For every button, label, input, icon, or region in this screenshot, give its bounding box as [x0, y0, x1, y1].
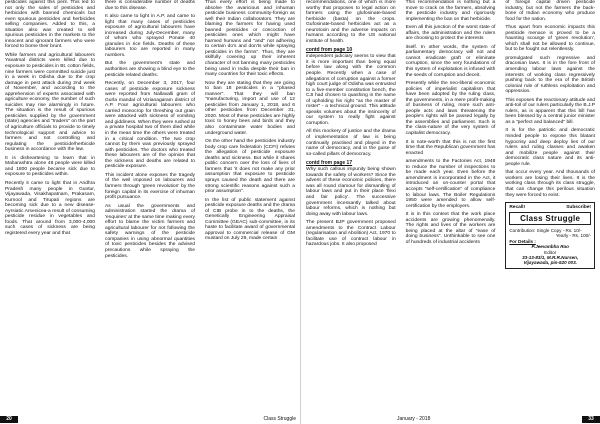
article-paragraph: This incident alone exposes the tragedy of the weil imposed on labourers and farmers through 'green revolution' by the foreign capital in its exercise of inhuman profit pursuance.	[105, 172, 195, 201]
right-columns	[301, 0, 600, 415]
yearly-line: Yearly - Rs. 100/-	[555, 233, 592, 239]
article-paragraph: amendments to the Factories Act, 1948 to reduce the number of inspections to be made each year. Even before the amendment is incorporated in the Act, it introduced an on-counter portal that accepts "self-certification" of compliance to labour laws. The Boiler Regulations 1950 were amended to allow self-certification by the employers.	[405, 159, 496, 209]
article-paragraph: promulgated such regressive and draconian laws. It is in the fore front of amending labour laws against the interests of working class regressively pushing back to the era of the British colonial rule of ruthless exploitation and oppression.	[505, 55, 596, 95]
article-paragraph: Even all this junction of the worst state of affairs, the administration and the rulers are choosing to protect the interests	[405, 25, 496, 42]
article-paragraph: It is in this context that the work place accidents are growing phenomenally. The rights and lives of the workers are being placed at the altar of "ease of doing business". Unthinkable to see one of hundreds of industrial accidents	[405, 212, 496, 245]
article-paragraph: But the government's state and authorities are showing a blind eye to the pesticide related deaths.	[105, 61, 195, 78]
article-paragraph: It is note-worth that this is not the first time that the Republican government has enacted	[405, 139, 496, 156]
article-paragraph: This exposes the reactionary attitude and anti-toil of our rulers particularly the B.J.P rulers, as is apparent that this bill has been blessed by a central junior minister as a "perfect and balanced" bill.	[505, 97, 596, 125]
article-paragraph: It is for the patriotic and democratic minded people to expose this blatant hypocrisy and deep deploy lies of our rulers and ruling classes and awaken and mobilize people against their democratic class nature and its anti-people rule.	[505, 128, 596, 167]
article-paragraph: All this mockery of justice and the drama of implementation of law is being continually practised and played in the name of democracy, and in the guise of so-called pillars of democracy.	[306, 129, 396, 157]
subscribe-label: Subscribe!	[566, 205, 592, 211]
article-paragraph: that occur every year. And thousands of workers are losing their lives. It is the working class through its class struggle, that can change this perilous situation they were forced to exist.	[505, 170, 596, 198]
article-paragraph: Why such callous impunity being shown towards the safety of workers? Since the advent of these economic policies, there was all round clamour for dismantling of labour laws and put in their place 'flexi and fair policy'. The successive government incessantly talked about labour reforms, which is nothing but doing away with labour laws.	[306, 167, 396, 217]
article-paragraph: It also came to light in A.P, and came to light that many cases of pesticides exposure of agricultural labourers have increased during July-December, many of whom who sprayed Ponate 40 granules in rice fields. Deaths of these labourers too are reported in many numbers.	[105, 14, 195, 58]
article-paragraph: This recommendation is nothing but a move to crack on the farmers, absolving the pesticide industry and rigorously implementing the ban on that herbicide.	[405, 0, 496, 22]
editor-role: Editor	[544, 249, 557, 255]
right-column-3-text	[505, 0, 595, 198]
article-paragraph: pesticides against this peril. This led to not only the sales of pesticides and herbicides with banned chemicals but even spurious pesticides and herbicides selling companies. Added to this, a situation also was created to sell spurious pesticides in the markets to the innocent and ignorant farmers who were forced to borne their brunt.	[5, 0, 95, 50]
left-column-1	[0, 0, 100, 415]
left-footer	[0, 415, 300, 424]
right-footer	[301, 415, 600, 424]
article-paragraph: of foreign capital driven pesticide industry, but not the farmers the back-bone of Indian economy who produce food for the nation.	[505, 0, 596, 22]
subscription-box	[505, 202, 595, 269]
article-paragraph: Thus apart from economic impacts this pesticide menace is proved to be a haunting scourge of 'green revolution', which shall not be allowed to continue, but to be fought out relentlessly.	[505, 25, 596, 53]
subscription-box-header	[509, 205, 591, 210]
footer-date: January - 2018	[397, 416, 431, 422]
article-paragraph: It is disheartening to learn that in Maharashtra alone 48 people were killed and 1800 people became sick due to exposure to pesticides within.	[5, 155, 95, 178]
left-column-3	[200, 0, 300, 415]
editor-address: 33-13-83/1, M.R.R.Nursen,	[522, 255, 579, 261]
continued-from-heading: contd from page 17	[306, 160, 353, 167]
footer-publication: Class Struggle	[263, 416, 296, 422]
article-paragraph: Recently it came to light that in Andhra Pradesh many people in Guntur, Vijayawada, Visakhapatnam, Prakasam, Kurnool and Tirupati regions are becoming sick due to a new disease-Ayrsiatic Arsenicea-a result of consuming pesticide residue in vegetables and foods. That around from 3,000-4,000 such cases of sickness are being registered every year and that	[5, 180, 95, 236]
contribution-line: Contribution: Single Copy - Rs. 10/-	[509, 228, 582, 234]
article-paragraph: recommendations, one of which is more worthy that proposes to legal action on farmers using the glufosinate-based herbicide (basta) on the crops. Gufosinate-based herbicides act as a neurotoxin and the adverse impacts on humans according to the US national institute of health.	[306, 0, 396, 44]
article-paragraph: itself. In other words, the system of parliamentary democracy will not and cannot eradicate graft or eliminate corruption, since the very foundations of this system of exploitation is infused with the seeds of corruption and deceit.	[405, 44, 496, 78]
editor-city: Vijayawada, pin-520 003.	[523, 260, 577, 266]
left-columns	[0, 0, 300, 415]
magazine-title: Class Struggle	[509, 212, 591, 225]
editor-name: P.Jeevanbha Rao	[531, 244, 569, 250]
article-paragraph: As usual the governments and administration started the drama of 'enquiries' at the same time making every effort to blame the victim farmers and agricultural labourer for not following the safety warnings of the pesticide companies in using abnormal quantities of toxic pesticides besides the advised precautions while spraying the pesticides.	[105, 203, 195, 259]
article-paragraph: On the other hand the pesticides industry body crop care federation (CCFI) refutes the allegation of pesticide exposure deaths and sickness. But while it shares public concern over the loss of lives of farmers that 'it does not make any prior assumption that exposure to pesticide sprays caused the death and there are strong scientific reasons against such a prior assumption".	[205, 139, 295, 195]
article-paragraph: Recently, on December 3, 2017, four cases of pesticide exposure sickness were reported from Nallavalli gram of Gurla mandal of Vizianagaram district of A.P. Four agricultural labourers who carried monocrop for threshing out grain were attacked with sickness of vomiting and giddiness. When they were rushed at a private hospital two of them died while in the mean time the others were treated in a critical condition. The two crop cannot by them was previously sprayed with pesticides. The doctors who treated these labourers are of the opinion that the sickness and deaths are related to pesticide exposure.	[105, 81, 195, 170]
for-details-label: For Details :	[509, 238, 536, 244]
page-number-right: 33	[582, 416, 600, 423]
article-paragraph: independent judiciary seems to view that it is more important than being equal before law along with the common people. Recently when a case of allegations of corruption against a former high court judge of Odisha was entrusted to a five-member constitution bench, the CJI had chosen to quashing in the name of upholding his right "as the master of roster" - a technical ground. This attitude speaks volumes about the insincerity of our system to really fight against corruption.	[306, 54, 396, 126]
article-paragraph: Now they are stating that they are going to ban 18 pesticides in a "phased manner". That they will ban "manufacturing, import and use of 12 pesticides from January 1, 2018, and 6 other pesticides from December 31, 2020. Most of these pesticides are highly toxic to honey bees and birds and they also contaminate water bodies and underground water.	[205, 80, 295, 136]
right-page	[300, 0, 600, 424]
article-paragraph: The present BJP government proposed amendments to the Contract Labour (regularisation and Abolition) Act, 1970 to facilitate use of contract labour in hazardous jobs. It also proposed	[306, 220, 396, 248]
article-paragraph: Thus every effort is being made to absolve the avaricious and inhuman pesticide business community-foreign as well their Indian collaborators. They are blaming the farmers for having used banned pesticides or concoction of pesticides ones which might have harmed humans and "and" not adhering to certain do's and don'ts while spraying pesticides in the farms". Thus, they are skilfully covering up their inherent character of not banning many pesticides being used in India despite their ban in many countries for their toxic effects.	[205, 0, 295, 78]
article-paragraph: In the list of public statement against pesticide exposure deaths and the drama of CIB probe in to the deaths, the Genetically Engineering Appraisal Committee (GEAC) sub-committee, in its haste to facilitate award of governmental approval to commercial release of GM mustard on July 29, made certain	[205, 197, 295, 242]
right-column-3	[500, 0, 600, 415]
article-paragraph: Presently while the neo-liberal economic policies of imperialist capitalism that have been adopted by the ruling class, the governments, in a mere profit-making of business of ruling, more such anti-people acts and laws threatening the people's rights will be passed legally by the assemblies and parliament. Such is the class-nature of the very system of capitalist democracy.	[405, 81, 496, 137]
left-column-2	[100, 0, 200, 415]
article-paragraph: While farmers and agricultural labourers Yavatmal districts were killed due to exposure to pesticides in Bt. cotton fields, nine farmers were committed suicide just in a week in Odisha due to the crop damage in pest attack during 2nd week of November, and according to the apprehension of experts associated with agriculture economy, the number of such suicides may rise alarmingly in future. The situation is the result of spurious pesticides supplied by the government (state) agencies and "traders" on the part of agriculture officials to provide to timely technological support and advice to farmers and not controlling and regulating the pesticide/herbicide business in accordance with the law.	[5, 52, 95, 153]
page-number-left: 20	[0, 416, 18, 423]
continued-from-heading: contd from page 10	[306, 47, 353, 54]
right-column-2	[401, 0, 501, 415]
right-column-1	[301, 0, 401, 415]
recall-label: Recall!	[509, 205, 526, 211]
article-paragraph: there is considerable number of deaths due to this disease.	[105, 0, 195, 11]
